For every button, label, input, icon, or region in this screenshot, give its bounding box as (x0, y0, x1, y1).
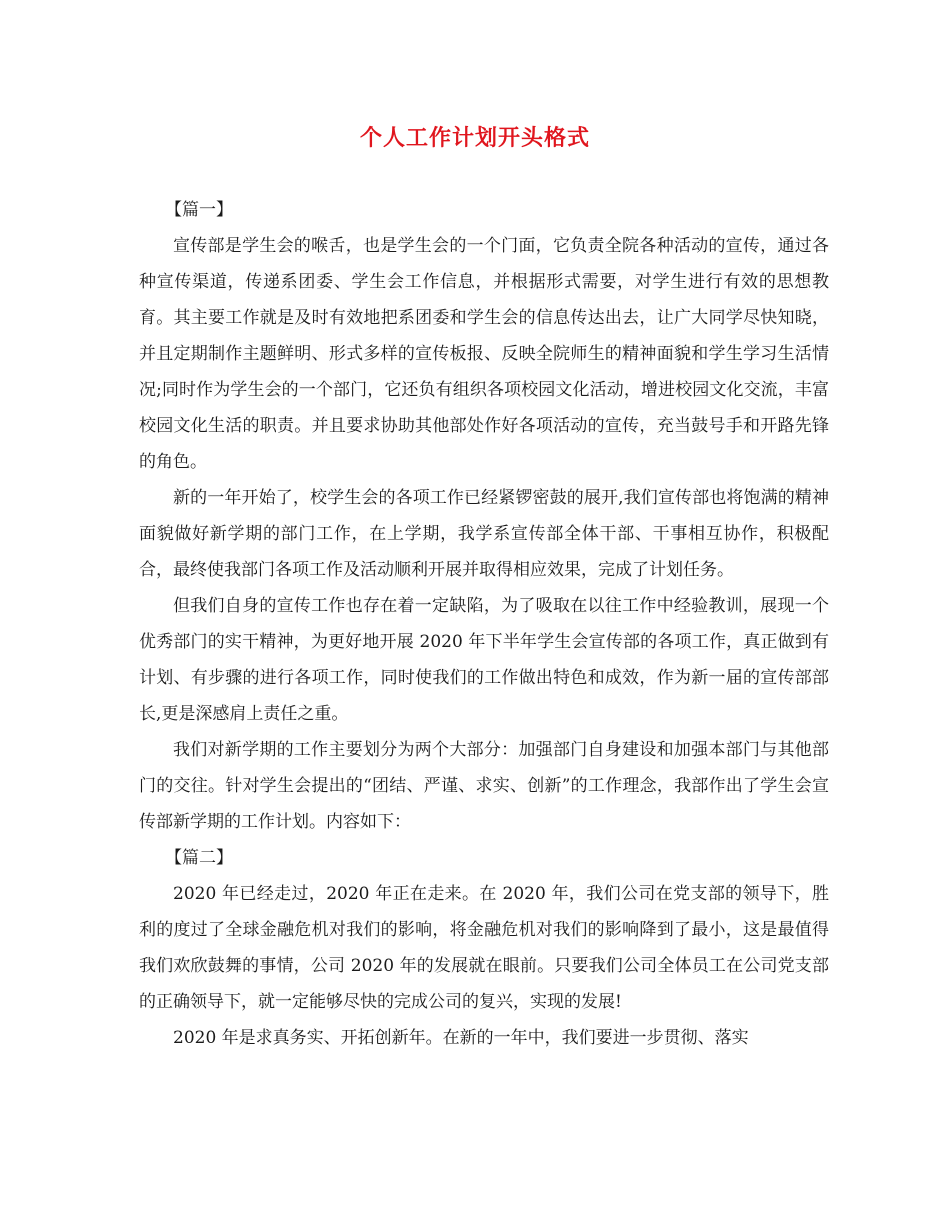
document-body (139, 192, 829, 1056)
document-title: 个人工作计划开头格式 (359, 126, 590, 151)
paragraph: 我们对新学期的工作主要划分为两个大部分：加强部门自身建设和加强本部门与其他部门的交往。针对学生会提出的“团结、严谨、求实、创新”的工作理念，我部作出了学生会宣传部新学期的工作计划。内容如下： (139, 740, 829, 832)
paragraph: 2020 年是求真务实、开拓创新年。在新的一年中，我们要进一步贯彻、落实 (173, 1028, 749, 1048)
paragraph: 但我们自身的宣传工作也存在着一定缺陷，为了吸取在以往工作中经验教训，展现一个优秀部门的实干精神，为更好地开展 2020 年下半年学生会宣传部的各项工作，真正做到有计划、有步骤的进行各项工作，同时使我们的工作做出特色和成效，作为新一届的宣传部部长,更是深感肩上责任之重。 (139, 596, 829, 724)
paragraph: 新的一年开始了，校学生会的各项工作已经紧锣密鼓的展开,我们宣传部也将饱满的精神面貌做好新学期的部门工作，在上学期，我学系宣传部全体干部、干事相互协作，积极配合，最终使我部门各项工作及活动顺利开展并取得相应效果，完成了计划任务。 (139, 488, 829, 580)
section-label: 【篇一】 (165, 200, 233, 220)
paragraph: 宣传部是学生会的喉舌，也是学生会的一个门面，它负责全院各种活动的宣传，通过各种宣传渠道，传递系团委、学生会工作信息，并根据形式需要，对学生进行有效的思想教育。其主要工作就是及时有效地把系团委和学生会的信息传达出去，让广大同学尽快知晓，并且定期制作主题鲜明、形式多样的宣传板报、反映全院师生的精神面貌和学生学习生活情况;同时作为学生会的一个部门，它还负有组织各项校园文化活动，增进校园文化交流，丰富校园文化生活的职责。并且要求协助其他部处作好各项活动的宣传，充当鼓号手和开路先锋的角色。 (139, 236, 829, 472)
paragraph: 2020 年已经走过，2020 年正在走来。在 2020 年，我们公司在党支部的领导下，胜利的度过了全球金融危机对我们的影响，将金融危机对我们的影响降到了最小，这是最值得我们欢欣鼓舞的事情，公司 2020 年的发展就在眼前。只要我们公司全体员工在公司党支部的正确领导下，就一定能够尽快的完成公司的复兴，实现的发展! (139, 884, 829, 1012)
section-label: 【篇二】 (165, 848, 233, 868)
